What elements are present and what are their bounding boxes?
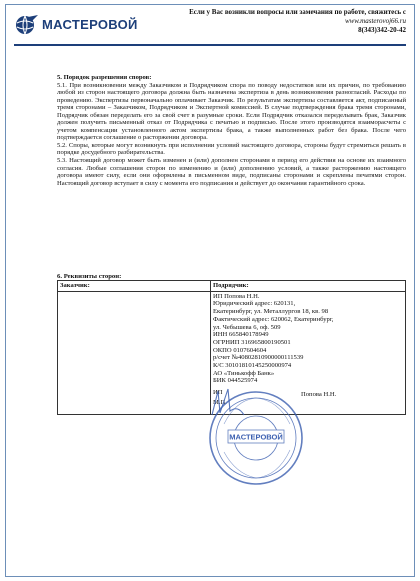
paragraph-5-2: 5.2. Споры, которые могут возникнуть при исполнении условий настоящего договора, стороны будут стремиться решать в порядке досудебного разбирательства. <box>57 141 406 157</box>
logo-text: МАСТЕРОВОЙ <box>42 17 138 32</box>
contractor-line: Фактический адрес: 620062, Екатеринбург, <box>213 315 334 323</box>
contact-line: Если у Вас возникли вопросы или замечания по работе, свяжитесь с <box>189 8 406 16</box>
section-5 <box>57 74 406 187</box>
company-logo <box>14 14 159 38</box>
contractor-line: К/С 30101810145250000974 <box>213 362 292 370</box>
contractor-line: ул. Чебышева 6, оф. 509 <box>213 323 281 331</box>
contractor-line: АО «Тинькофф Банк» <box>213 369 275 377</box>
customer-details <box>58 291 211 414</box>
section-6-title: 6. Реквизиты сторон: <box>57 273 122 280</box>
letterhead <box>14 8 406 42</box>
contractor-line: Екатеринбург, ул. Металлургов 18, кв. 98 <box>213 308 329 316</box>
contractor-line: ИНН 665840178949 <box>213 331 269 339</box>
contractor-line: ОКПО 0107604604 <box>213 346 267 354</box>
contractor-line: ИП Попова Н.Н. <box>213 292 260 300</box>
mp-label: М.П. <box>213 399 227 407</box>
contact-phone: 8(343)342-20-42 <box>358 26 406 34</box>
customer-label: Заказчик: <box>58 281 211 292</box>
paragraph-5-1: 5.1. При возникновении между Заказчиком и Подрядчиком спора по поводу недостатков или их причин, по требованию любой из сторон настоящего договора должна быть назначена экспертиза в день возникновения разногласий. Расходы по проведению. Экспертизы первоначально оплачивает Заказчик. По результатам экспертизы составляется акт, подписанный тремя сторонами – Заказчиком, Подрядчиком и Экспертной комиссией. В случае подтверждения брака тремя сторонами, Подрядчик обязан переделать его за свой счет в разумные сроки. Если Подрядчик отказался переделывать брак, Заказчик должен получить письменный отказ от Подрядчика с печатью и подписью. После этого производятся взаиморасчеты с учетом компенсации установленного актом экспертизы брака, а также выполненных работ без брака. После чего подтверждается соглашение о расторжении договора. <box>57 81 406 142</box>
contractor-label: Подрядчик: <box>211 281 406 292</box>
paragraph-5-3: 5.3. Настоящий договор может быть изменен и (или) дополнен сторонами в период его действия на основе их взаимного согласия. Любые соглашения сторон по изменению и (или) дополнению условий, а также расторжению настоящего договора имеют силу, если они оформлены в письменном виде, подписаны сторонами и скреплены печатями сторон. Настоящий договор вступает в силу с момента его подписания и действует до окончания гарантийного срока. <box>57 157 406 187</box>
contractor-line: ОГРНИП 316965800190501 <box>213 338 291 346</box>
contractor-line: р/счет №40802810900000111539 <box>213 354 304 362</box>
contact-info <box>189 8 406 35</box>
header-divider <box>14 44 406 46</box>
sign-label: ИП <box>213 389 223 397</box>
signer-name: Попова Н.Н. <box>301 391 337 399</box>
globe-icon <box>14 14 40 36</box>
stamp-text: МАСТЕРОВОЙ <box>229 432 283 442</box>
contractor-line: Юридический адрес: 620131, <box>213 300 296 308</box>
section-5-title: 5. Порядок разрешения споров: <box>57 74 152 81</box>
website-link[interactable]: www.masterovoj66.ru <box>344 17 406 25</box>
contractor-line: БИК 044525974 <box>213 377 258 385</box>
handwritten-signature <box>208 385 248 425</box>
